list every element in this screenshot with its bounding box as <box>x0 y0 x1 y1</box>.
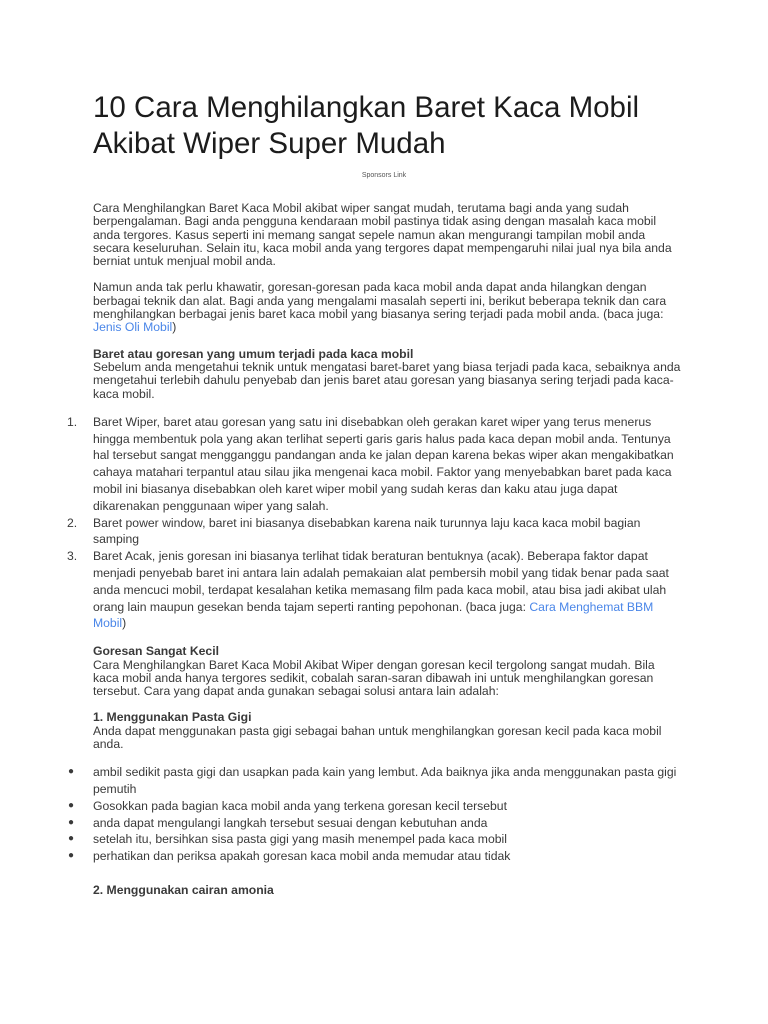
bullet-dot-icon: ● <box>68 766 75 778</box>
list-item: ● Gosokkan pada bagian kaca mobil anda yang terkena goresan kecil tersebut <box>68 798 507 813</box>
section-heading: 1. Menggunakan Pasta Gigi <box>93 710 252 725</box>
sponsors-link-label: Sponsors Link <box>361 172 407 179</box>
list-item: 1. Baret Wiper, baret atau goresan yang satu ini disebabkan oleh gerakan karet wiper yang terus menerus hingga membentuk pola yang akan terlihat seperti garis garis halus pada kaca depan mobil anda. Tentunya hal tersebut sangat mengganggu pandangan anda ke jalan depan karena bekas wiper akan mengakibatkan cahaya matahari terpantul atau silau jika mengenai kaca mobil. Faktor yang menyebabkan baret pada kaca mobil ini biasanya disebabkan oleh karet wiper mobil yang sudah keras dan kaku atau juga dapat dikarenakan penggunaan wiper yang salah. <box>67 414 674 513</box>
bullet-dot-icon: ● <box>68 833 75 845</box>
bullet-dot-icon: ● <box>68 816 75 828</box>
numbered-list <box>67 414 683 632</box>
section-small-scratches <box>93 645 683 698</box>
article-body <box>67 201 683 898</box>
list-item: ● setelah itu, bersihkan sisa pasta gigi yang masih menempel pada kaca mobil <box>68 832 507 847</box>
list-item: ● perhatikan dan periksa apakah goresan kaca mobil anda memudar atau tidak <box>68 849 511 864</box>
section-scratch-types <box>93 348 683 401</box>
paragraph-2-text: Namun anda tak perlu khawatir, goresan-goresan pada kaca mobil anda dapat anda hilangkan dengan berbagai teknik dan alat. Bagi anda yang mengalami masalah seperti ini, berikut beberapa teknik dan cara menghilangkan berbagai jenis baret kaca mobil yang biasanya sering terjadi pada mobil anda. (baca juga: <box>93 280 667 322</box>
bullet-dot-icon: ● <box>68 850 75 862</box>
paragraph-2: Namun anda tak perlu khawatir, goresan-goresan pada kaca mobil anda dapat anda hilangkan dengan berbagai teknik dan alat. Bagi anda yang mengalami masalah seperti ini, berikut beberapa teknik dan cara menghilangkan berbagai jenis baret kaca mobil yang biasanya sering terjadi pada mobil anda. (baca juga: Jenis Oli Mobil) <box>93 280 667 335</box>
section-text: Sebelum anda mengetahui teknik untuk mengatasi baret-baret yang biasa terjadi pada kaca, sebaiknya anda mengetahui terlebih dahulu penyebab dan jenis baret atau goresan yang biasanya sering terjadi pada kaca-kaca mobil. <box>93 359 681 401</box>
list-item: ● ambil sedikit pasta gigi dan usapkan pada kain yang lembut. Ada baiknya jika anda menggunakan pasta gigi pemutih <box>68 765 677 797</box>
bullet-list <box>68 764 683 865</box>
section-ammonia-heading: 2. Menggunakan cairan amonia <box>93 883 274 898</box>
section-text: Cara Menghilangkan Baret Kaca Mobil Akibat Wiper dengan goresan kecil tergolong sangat mudah. Bila kaca mobil anda hanya tergores sedikit, cobalah saran-saran dibawah ini untuk menghilangkan goresan tersebut. Cara yang dapat anda gunakan sebagai solusi antara lain adalah: <box>93 657 655 699</box>
intro-paragraph: Cara Menghilangkan Baret Kaca Mobil akibat wiper sangat mudah, terutama bagi anda yang sudah berpengalaman. Bagi anda pengguna kendaraan mobil pastinya tidak asing dengan masalah kaca mobil anda tergores. Kasus seperti ini memang sangat sepele namun akan mengurangi tampilan mobil anda secara keseluruhan. Selain itu, kaca mobil anda yang tergores dapat mempengaruhi nilai jual nya bila anda berniat untuk menjual mobil anda. <box>93 201 672 269</box>
section-text: Anda dapat menggunakan pasta gigi sebagai bahan untuk menghilangkan goresan kecil pada kaca mobil anda. <box>93 723 662 751</box>
article-title: 10 Cara Menghilangkan Baret Kaca Mobil Akibat Wiper Super Mudah <box>93 91 640 160</box>
section-heading: Goresan Sangat Kecil <box>93 644 219 659</box>
link-cara-menghemat-bbm-mobil[interactable]: Cara Menghemat BBM Mobil <box>93 599 654 631</box>
list-item: 3. Baret Acak, jenis goresan ini biasanya terlihat tidak beraturan bentuknya (acak). Beberapa faktor dapat menjadi penyebab baret ini antara lain adalah pemakaian alat pembersih mobil yang tidak benar pada saat anda mencuci mobil, terdapat kesalahan ketika memasang film pada kaca mobil, atau bisa jadi akibat ulah orang lain maupun gesekan benda tajam seperti ranting pepohonan. (baca juga: Cara Menghemat BBM Mobil) <box>67 549 669 631</box>
section-toothpaste <box>93 711 683 751</box>
bullet-dot-icon: ● <box>68 799 75 811</box>
list-item: ● anda dapat mengulangi langkah tersebut sesuai dengan kebutuhan anda <box>68 815 488 830</box>
section-heading: Baret atau goresan yang umum terjadi pada kaca mobil <box>93 346 414 361</box>
link-jenis-oli-mobil[interactable]: Jenis Oli Mobil <box>93 320 173 335</box>
list-item: 2. Baret power window, baret ini biasanya disebabkan karena naik turunnya laju kaca kaca mobil bagian samping <box>67 515 641 547</box>
